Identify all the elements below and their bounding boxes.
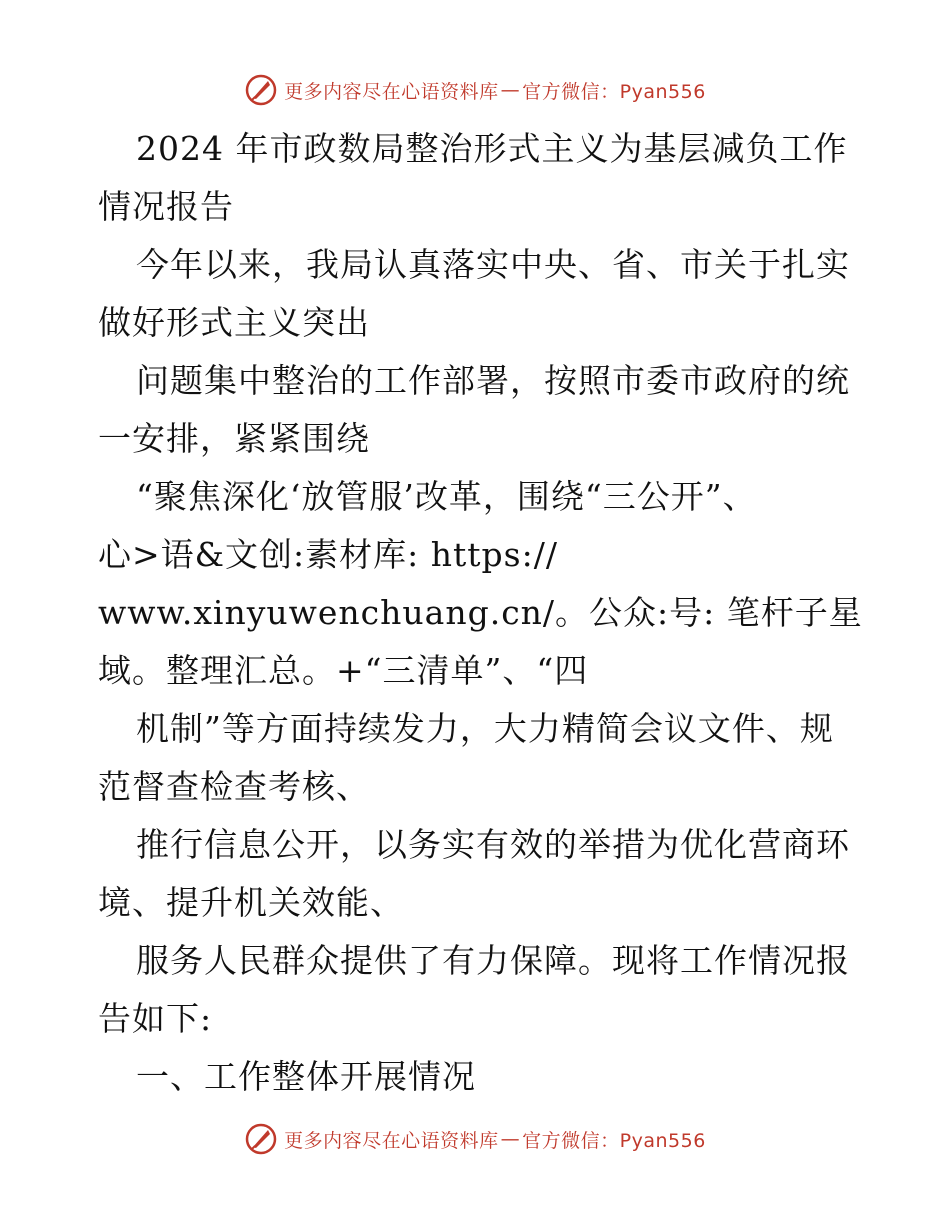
section-heading: 一、工作整体开展情况 (136, 1057, 476, 1096)
paragraph-line: 一安排，紧紧围绕 (98, 419, 370, 458)
quill-logo-icon (244, 73, 278, 107)
paragraph-line: 服务人民群众提供了有力保障。现将工作情况报 (136, 941, 850, 980)
paragraph-line: 境、提升机关效能、 (98, 883, 404, 922)
watermark-dash: — (500, 79, 521, 101)
watermark-text: 更多内容尽在心语资料库 (284, 1129, 499, 1152)
paragraph-line: www.xinyuwenchuang.cn/。公众:号: 笔杆子星 (98, 593, 863, 632)
document-body (98, 120, 863, 1106)
paragraph-line: 机制”等方面持续发力，大力精简会议文件、规 (136, 709, 834, 748)
paragraph-line: “聚焦深化‘放管服’改革，围绕“三公开”、 (136, 477, 757, 516)
paragraph-line: 告如下: (98, 999, 213, 1038)
paragraph-line: 心>语&文创:素材库: https:// (98, 535, 558, 574)
paragraph-line: 范督查检查考核、 (98, 767, 370, 806)
title-line-1: 2024 年市政数局整治形式主义为基层减负工作 (136, 129, 848, 168)
watermark-contact: 官方微信：Pyan556 (522, 80, 706, 103)
title-line-2: 情况报告 (98, 187, 234, 226)
watermark-dash: — (500, 1128, 521, 1150)
watermark-contact: 官方微信：Pyan556 (522, 1129, 706, 1152)
paragraph-line: 推行信息公开，以务实有效的举措为优化营商环 (136, 825, 850, 864)
paragraph-line: 今年以来，我局认真落实中央、省、市关于扎实 (136, 245, 850, 284)
watermark-banner-top (0, 70, 950, 110)
watermark-banner-bottom (0, 1119, 950, 1159)
paragraph-line: 问题集中整治的工作部署，按照市委市政府的统 (136, 361, 850, 400)
quill-logo-icon (244, 1122, 278, 1156)
paragraph-line: 域。整理汇总。+“三清单”、“四 (98, 651, 589, 690)
paragraph-line: 做好形式主义突出 (98, 303, 370, 342)
watermark-text: 更多内容尽在心语资料库 (284, 80, 499, 103)
